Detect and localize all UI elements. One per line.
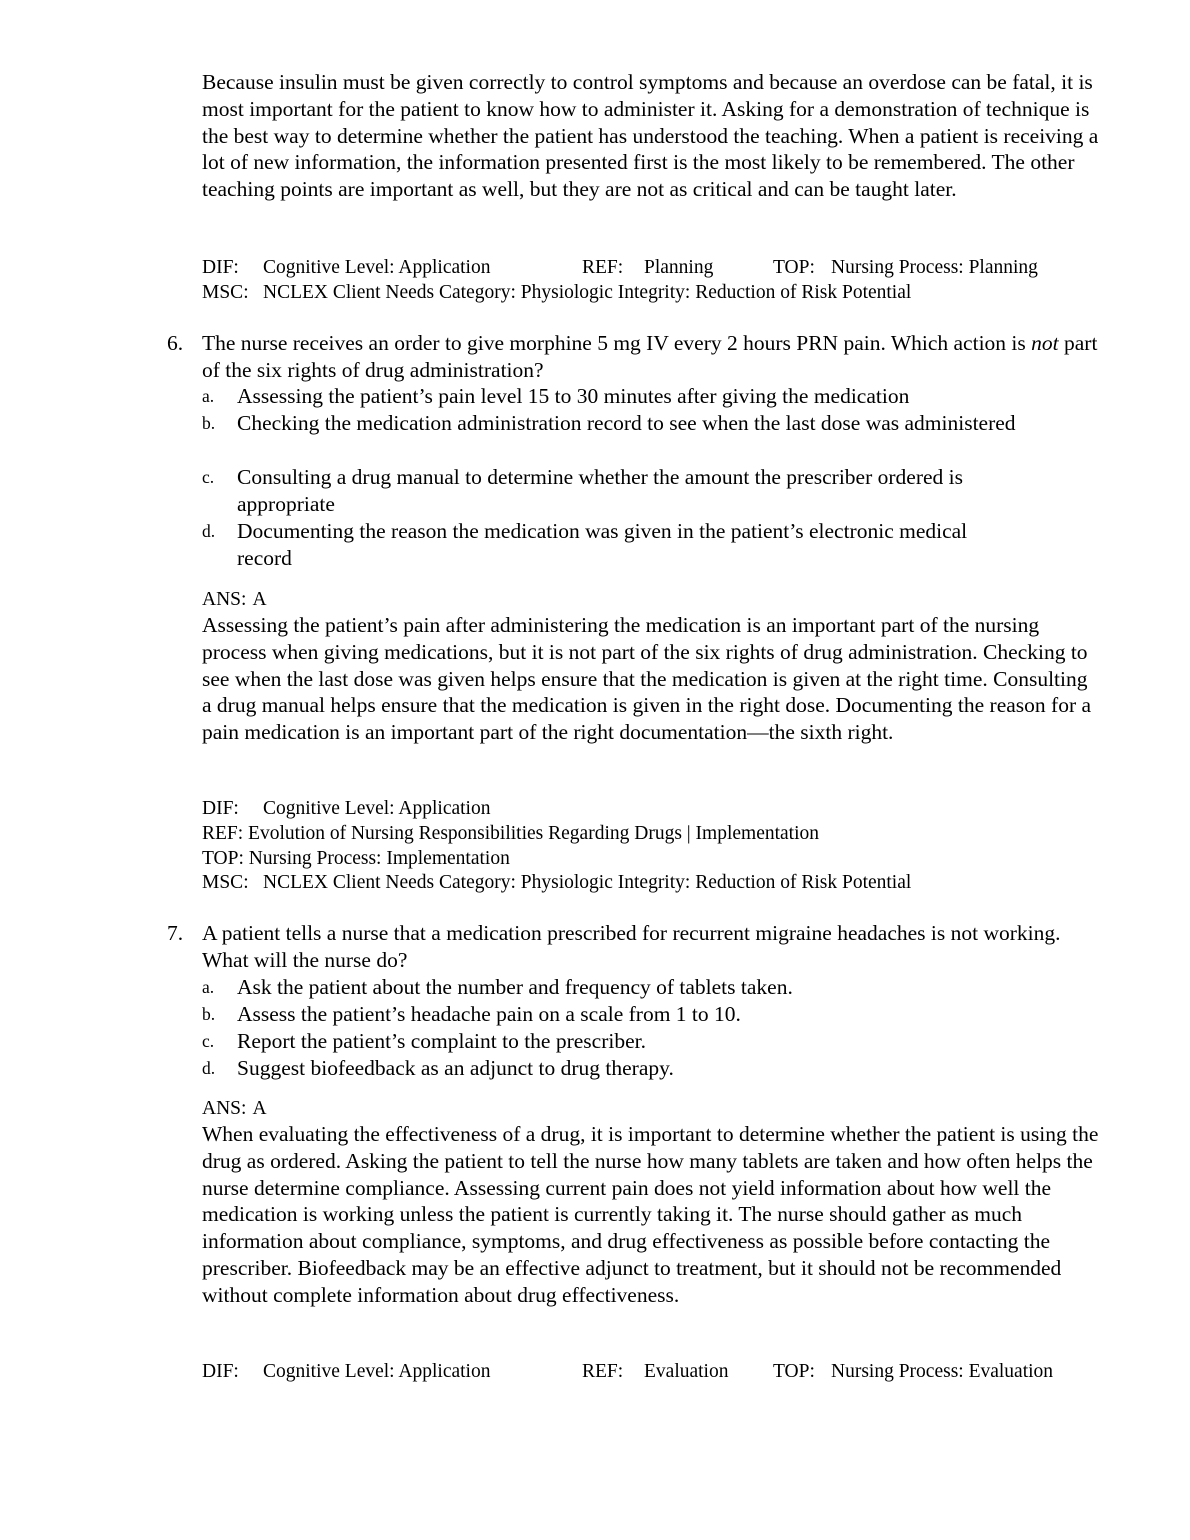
q6-dif-value: Cognitive Level: Application (263, 798, 491, 819)
q7-answer-label: ANS: (202, 1098, 247, 1119)
q5-metadata (202, 256, 1102, 306)
q6-answer (202, 588, 267, 612)
q7-option-b-letter: b. (202, 1004, 216, 1024)
q7-option-c: Report the patient’s complaint to the prescriber. (237, 1029, 646, 1053)
q7-option-c-letter: c. (202, 1031, 215, 1051)
q7-top-label: TOP: (773, 1361, 815, 1382)
q7-dif-label: DIF: (202, 1361, 239, 1382)
q6-stem-before: The nurse receives an order to give morphine 5 mg IV every 2 hours PRN pain. Which action is (202, 331, 1032, 355)
q6-stem-emphasis: not (1031, 331, 1059, 355)
q7-option-a-letter: a. (202, 977, 215, 997)
q5-dif-label: DIF: (202, 257, 239, 278)
q6-ref: REF: Evolution of Nursing Responsibilities Regarding Drugs | Implementation (202, 822, 820, 844)
q5-msc-value: NCLEX Client Needs Category: Physiologic Integrity: Reduction of Risk Potential (263, 281, 912, 303)
q6-option-a-letter: a. (202, 386, 215, 406)
q6-msc-label: MSC: (202, 872, 249, 894)
q6-metadata (202, 797, 1102, 896)
q7-rationale: When evaluating the effectiveness of a drug, it is important to determine whether the patient is using the drug as ordered. Asking the patient to tell the nurse how many tablets are taken and how often helps the nurse determine compliance. Assessing current pain does not yield information about how well the medication is working unless the patient is currently taking it. The nurse should gather as much information about compliance, symptoms, and drug effectiveness as possible before contacting the prescriber. Biofeedback may be an effective adjunct to treatment, but it should not be recommended without complete information about drug effectiveness. (202, 1122, 1099, 1307)
q6-stem-after: part of the six rights of drug administration? (202, 331, 1098, 382)
q7-ref-label: REF: (582, 1361, 624, 1382)
q5-top-label: TOP: (773, 257, 815, 278)
q6-rationale: Assessing the patient’s pain after administering the medication is an important part of the nursing process when giving medications, but it is not part of the six rights of drug administration. Checking to see when the last dose was given helps ensure that the medication is given at the right time. Consulting a drug manual helps ensure that the medication is given in the right dose. Documenting the reason for a pain medication is an important part of the right documentation—the sixth right. (202, 613, 1092, 745)
q6-number: 6. (167, 331, 184, 355)
q7-dif-value: Cognitive Level: Application (263, 1361, 491, 1382)
q7-top-value: Nursing Process: Evaluation (831, 1361, 1054, 1382)
q6-option-b: Checking the medication administration record to see when the last dose was administered (237, 411, 1016, 435)
q6-option-b-letter: b. (202, 413, 216, 433)
q6-answer-value: A (252, 589, 267, 610)
q5-ref-value: Planning (644, 257, 714, 278)
q6-msc-value: NCLEX Client Needs Category: Physiologic Integrity: Reduction of Risk Potential (263, 872, 912, 894)
q6-top: TOP: Nursing Process: Implementation (202, 847, 510, 869)
q7-option-b: Assess the patient’s headache pain on a scale from 1 to 10. (237, 1002, 741, 1026)
q7-stem: A patient tells a nurse that a medication prescribed for recurrent migraine headaches is not working. What will the nurse do? (202, 921, 1061, 972)
q7-option-a: Ask the patient about the number and frequency of tablets taken. (237, 975, 793, 999)
q7-option-d: Suggest biofeedback as an adjunct to drug therapy. (237, 1056, 674, 1080)
q7-number: 7. (167, 921, 184, 945)
q6-answer-label: ANS: (202, 589, 247, 610)
q5-ref-label: REF: (582, 257, 624, 278)
q7-metadata (202, 1360, 1102, 1385)
q7-option-d-letter: d. (202, 1058, 216, 1078)
q6-dif-label: DIF: (202, 798, 239, 819)
q7-answer (202, 1097, 267, 1121)
q6-option-d-letter: d. (202, 521, 216, 541)
q5-dif-value: Cognitive Level: Application (263, 257, 491, 278)
q7-answer-value: A (252, 1098, 267, 1119)
q6-option-a: Assessing the patient’s pain level 15 to 30 minutes after giving the medication (237, 384, 910, 408)
q6-option-c: Consulting a drug manual to determine whether the amount the prescriber ordered is appropriate (237, 465, 964, 516)
q6-stem (202, 330, 1102, 384)
q5-rationale: Because insulin must be given correctly to control symptoms and because an overdose can be fatal, it is most important for the patient to know how to administer it. Asking for a demonstration of technique is the best way to determine whether the patient has understood the teaching. When a patient is receiving a lot of new information, the information presented first is the most likely to be remembered. The other teaching points are important as well, but they are not as critical and can be taught later. (202, 70, 1099, 202)
q7-ref-value: Evaluation (644, 1361, 729, 1382)
q6-option-c-letter: c. (202, 467, 215, 487)
q5-msc-label: MSC: (202, 281, 249, 303)
q5-top-value: Nursing Process: Planning (831, 257, 1038, 278)
q6-option-d: Documenting the reason the medication was given in the patient’s electronic medical record (237, 519, 968, 570)
